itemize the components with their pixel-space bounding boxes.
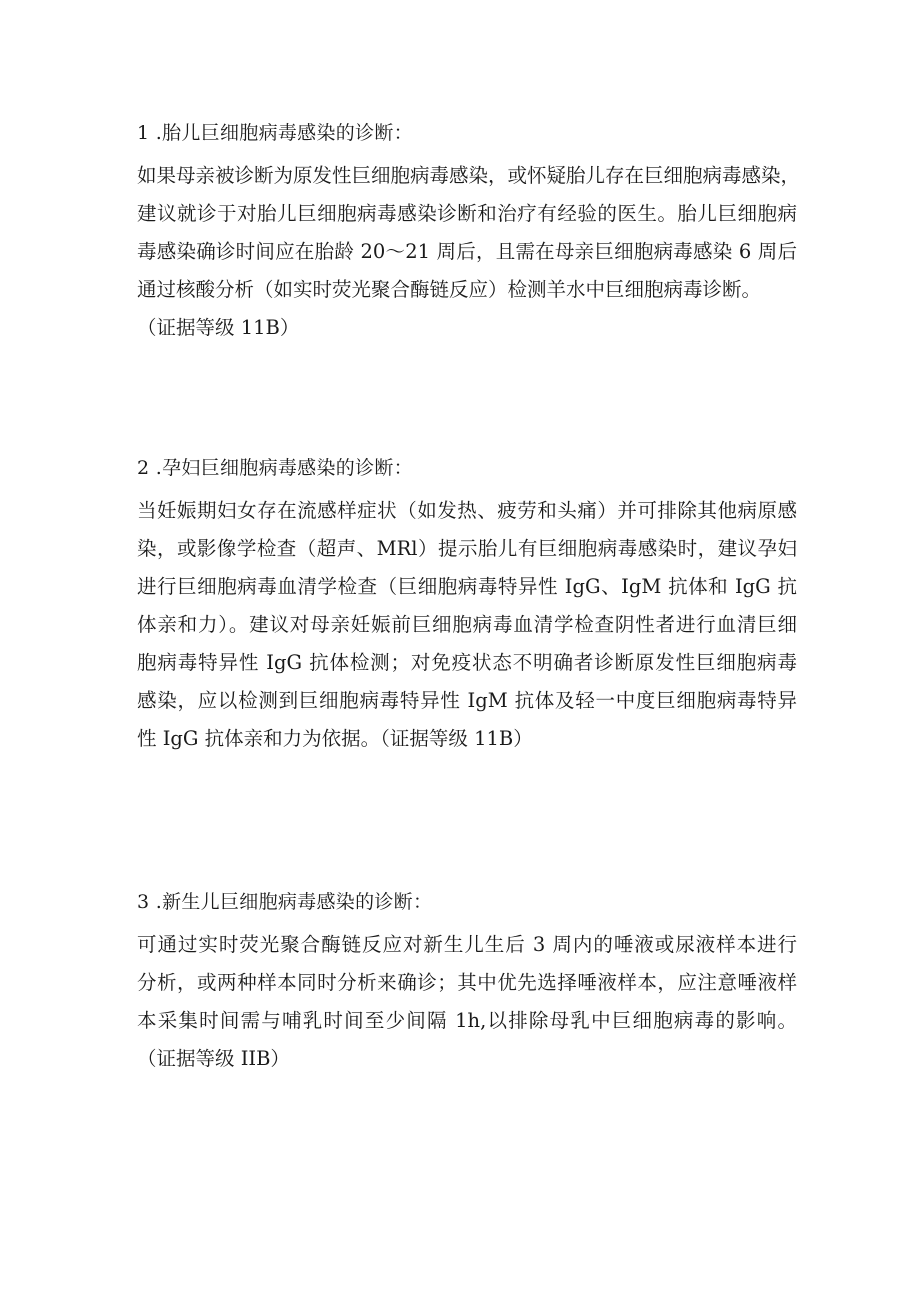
- evidence-level: （证据等级 IIB）: [137, 1047, 290, 1070]
- section-maternal-cmv: [137, 455, 797, 752]
- paragraph-line: 建议就诊于对胎儿巨细胞病毒感染诊断和治疗有经验的医生。胎儿巨细胞病: [137, 202, 797, 225]
- paragraph-line: 可通过实时荧光聚合酶链反应对新生儿生后 3 周内的唾液或尿液样本进行: [137, 933, 797, 956]
- section-neonatal-cmv: [137, 889, 797, 1072]
- paragraph-line: 当妊娠期妇女存在流感样症状（如发热、疲劳和头痛）并可排除其他病原感: [137, 499, 797, 522]
- paragraph-line: 通过核酸分析（如实时荧光聚合酶链反应）检测羊水中巨细胞病毒诊断。: [137, 278, 762, 301]
- section-heading: 1 .胎儿巨细胞病毒感染的诊断：: [137, 122, 413, 144]
- paragraph-line: 毒感染确诊时间应在胎龄 20～21 周后，且需在母亲巨细胞病毒感染 6 周后: [137, 240, 797, 263]
- paragraph-line: 体亲和力）。建议对母亲妊娠前巨细胞病毒血清学检查阴性者进行血清巨细: [137, 613, 797, 636]
- paragraph-line: 染，或影像学检查（超声、MRl）提示胎儿有巨细胞病毒感染时，建议孕妇: [137, 537, 797, 560]
- paragraph-line: 如果母亲被诊断为原发性巨细胞病毒感染，或怀疑胎儿存在巨细胞病毒感染，: [137, 164, 801, 187]
- section-heading: 3 .新生儿巨细胞病毒感染的诊断：: [137, 891, 433, 913]
- section-heading: 2 .孕妇巨细胞病毒感染的诊断：: [137, 457, 413, 479]
- paragraph-line: 性 IgG 抗体亲和力为依据。（证据等级 11B）: [137, 727, 533, 750]
- section-fetal-cmv: [137, 120, 801, 341]
- paragraph-line: 感染，应以检测到巨细胞病毒特异性 IgM 抗体及轻一中度巨细胞病毒特异: [137, 689, 797, 712]
- paragraph-line: 本采集时间需与哺乳时间至少间隔 1h,以排除母乳中巨细胞病毒的影响。: [137, 1009, 797, 1032]
- paragraph-line: 分析，或两种样本同时分析来确诊；其中优先选择唾液样本，应注意唾液样: [137, 971, 797, 994]
- paragraph-line: 进行巨细胞病毒血清学检查（巨细胞病毒特异性 IgG、IgM 抗体和 IgG 抗: [137, 575, 797, 598]
- paragraph-line: 胞病毒特异性 IgG 抗体检测；对免疫状态不明确者诊断原发性巨细胞病毒: [137, 651, 797, 674]
- evidence-level: （证据等级 11B）: [137, 316, 300, 339]
